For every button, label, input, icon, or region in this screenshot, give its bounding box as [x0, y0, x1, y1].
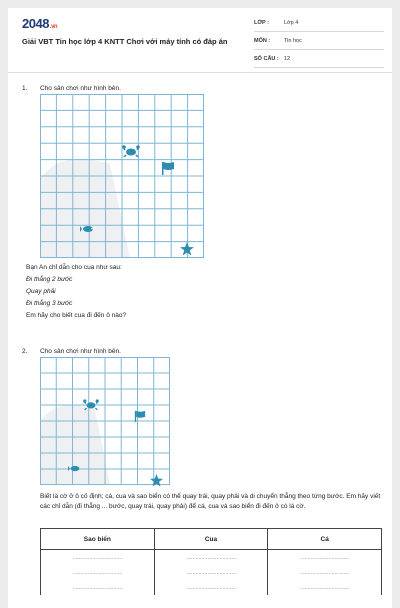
crab-icon — [83, 399, 99, 410]
table-row — [41, 550, 382, 566]
blank-cell[interactable]: …………………………… — [268, 550, 382, 566]
column-header-starfish: Sao biển — [41, 529, 155, 550]
site-logo[interactable]: 2048.vn — [22, 16, 58, 31]
answer-table — [40, 528, 382, 595]
blank-cell[interactable]: …………………………… — [41, 565, 155, 580]
meta-row-count: SỐ CÂU : 12 — [254, 54, 384, 68]
table-row — [41, 565, 382, 580]
q1-step: Quay phải — [26, 288, 56, 295]
blank-cell[interactable]: …………………………… — [268, 565, 382, 580]
playground-grid-2 — [40, 357, 170, 485]
document-page — [8, 8, 392, 608]
starfish-icon — [150, 474, 163, 487]
q1-intro: Bạn An chỉ dẫn cho cua như sau: — [26, 264, 122, 271]
fish-icon — [80, 224, 96, 234]
flag-icon — [161, 161, 175, 175]
table-header-row — [41, 529, 382, 550]
blank-cell[interactable]: …………………………… — [268, 580, 382, 595]
q1-step: Đi thẳng 3 bước — [26, 300, 73, 307]
header-divider — [8, 72, 392, 73]
question-number: 1. — [22, 85, 28, 92]
page-title: Giải VBT Tin học lớp 4 KNTT Chơi với máy tính có đáp án — [22, 37, 228, 46]
q2-description: Biết là cờ ở ô cố định; cá, cua và sao biển có thể quay trái, quay phải và di chuyển thẳng theo từng bước. Em hãy viết các chỉ dẫn (đi thẳng ... bước, quay trái, quay phải) để cá, cua và sao biển đi đến ô có lá cờ. — [40, 493, 381, 510]
q1-question: Em hãy cho biết cua đi đến ô nào? — [26, 312, 127, 319]
table-row — [41, 580, 382, 595]
blank-cell[interactable]: …………………………… — [154, 565, 268, 580]
starfish-icon — [180, 242, 194, 256]
blank-cell[interactable]: …………………………… — [41, 550, 155, 566]
playground-grid-1 — [40, 94, 204, 258]
meta-row-class: LỚP : Lớp 4 — [254, 18, 384, 32]
meta-row-subject: MÔN : Tin học — [254, 36, 384, 50]
blank-cell[interactable]: …………………………… — [154, 550, 268, 566]
question-prompt: Cho sân chơi như hình bên. — [40, 348, 121, 355]
column-header-fish: Cá — [268, 529, 382, 550]
blank-cell[interactable]: …………………………… — [41, 580, 155, 595]
blank-cell[interactable]: …………………………… — [154, 580, 268, 595]
q1-step: Đi thẳng 2 bước — [26, 276, 73, 283]
flag-icon — [134, 410, 146, 422]
crab-icon — [122, 145, 140, 157]
column-header-crab: Cua — [154, 529, 268, 550]
fish-icon — [68, 464, 82, 473]
question-prompt: Cho sân chơi như hình bên. — [40, 85, 121, 92]
question-number: 2. — [22, 348, 28, 355]
